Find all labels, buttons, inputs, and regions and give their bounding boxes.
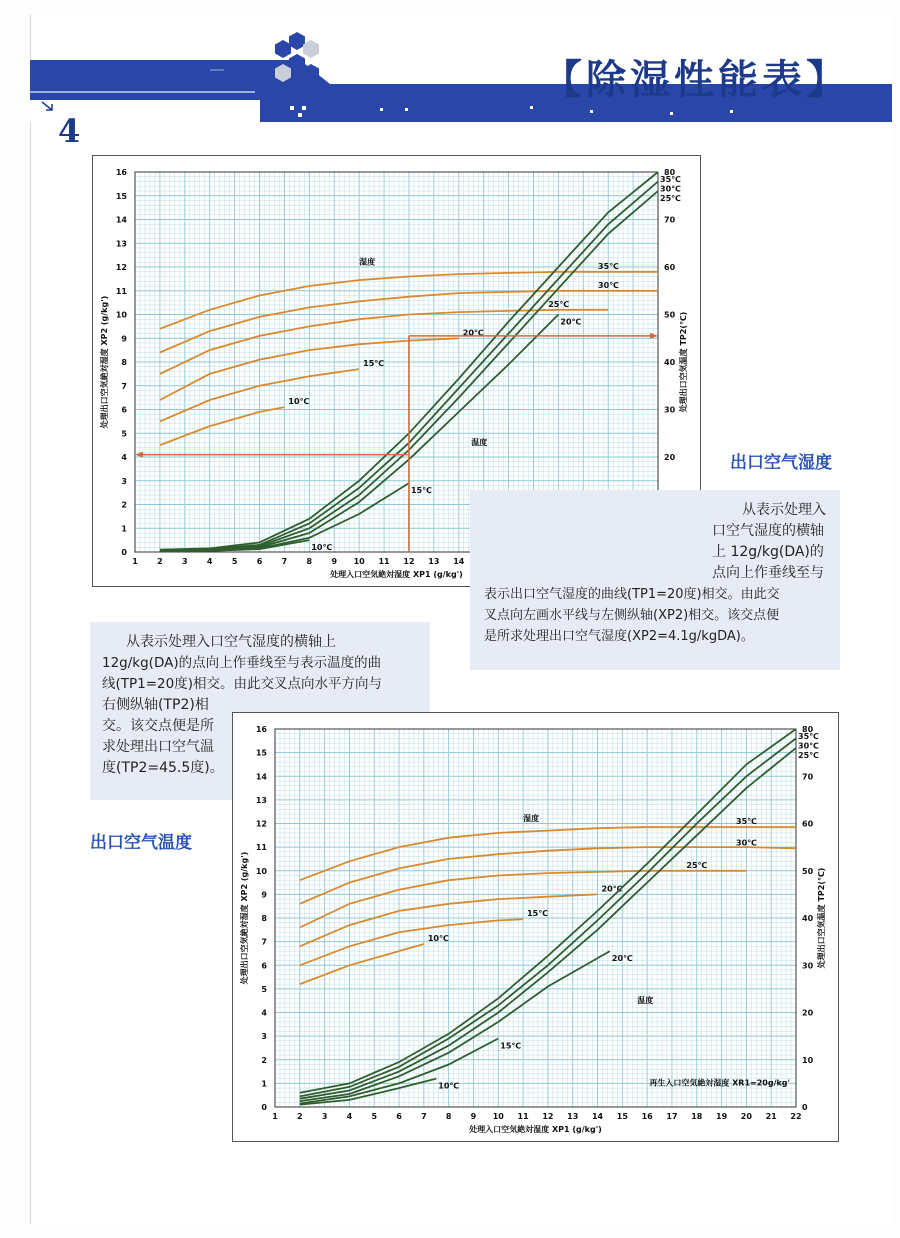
- y2-tick-label: 50: [802, 866, 814, 876]
- x-tick-label: 12: [542, 1112, 554, 1121]
- note-humidity-line: 是所求处理出口空气湿度(XP2=4.1g/kgDA)。: [484, 629, 754, 644]
- y-tick-label: 14: [255, 772, 267, 782]
- x-tick-label: 18: [691, 1112, 703, 1121]
- y2-tick-label: 30: [664, 405, 676, 415]
- note-humidity: [470, 490, 840, 670]
- x-tick-label: 5: [231, 557, 238, 566]
- y2-tick-label: 60: [802, 819, 814, 829]
- chart-temperature: [232, 712, 839, 1142]
- humidity-curve-label: 35℃: [736, 817, 757, 827]
- humidity-curve-label: 35℃: [598, 261, 619, 271]
- y-tick-label: 3: [121, 476, 127, 486]
- note-temperature-line: 线(TP1=20度)相交。由此交叉点向水平方向与: [102, 676, 382, 692]
- arrow-icon: [40, 100, 60, 114]
- note-humidity-line: 口空气湿度的横轴: [712, 523, 824, 539]
- y-tick-label: 11: [255, 843, 267, 853]
- x-tick-label: 3: [182, 557, 188, 566]
- x-tick-label: 15: [616, 1112, 628, 1121]
- y2-axis-label: 处理出口空気温度 TP2(℃): [817, 867, 826, 969]
- y-tick-label: 5: [121, 429, 127, 439]
- humidity-curve-label: 20℃: [462, 328, 484, 338]
- y-tick-label: 4: [121, 453, 127, 462]
- x-tick-label: 3: [321, 1112, 328, 1121]
- y-tick-label: 0: [121, 548, 127, 557]
- y-tick-label: 10: [115, 310, 127, 320]
- humidity-curve-label: 15℃: [527, 909, 548, 919]
- x-axis-label: 处理入口空気絶対湿度 XP1 (g/kg'): [330, 570, 463, 579]
- x-tick-label: 22: [790, 1112, 802, 1121]
- y-tick-label: 15: [255, 748, 267, 758]
- temperature-word-label: 温度: [637, 996, 654, 1006]
- y-tick-label: 9: [121, 334, 127, 344]
- y-tick-label: 9: [261, 890, 267, 900]
- note-humidity-line: 上 12g/kg(DA)的: [712, 544, 824, 560]
- temperature-curve-label: 10℃: [311, 543, 333, 553]
- y-tick-label: 1: [121, 524, 127, 534]
- x-tick-label: 19: [716, 1112, 728, 1121]
- y-tick-label: 16: [255, 725, 267, 734]
- x-tick-label: 11: [517, 1112, 529, 1121]
- y-tick-label: 7: [121, 381, 127, 391]
- x-tick-label: 21: [765, 1112, 777, 1121]
- temperature-curve-label: 35℃: [798, 732, 819, 741]
- note-temperature-line: 12g/kg(DA)的点向上作垂线至与表示温度的曲: [102, 655, 382, 671]
- humidity-curve-label: 10℃: [427, 933, 449, 943]
- temperature-word-label: 温度: [471, 438, 488, 448]
- y-tick-label: 16: [115, 168, 127, 177]
- y-axis-label: 处理出口空気絶対湿度 XP2 (g/kg'): [240, 851, 249, 985]
- y-tick-label: 0: [261, 1103, 267, 1112]
- x-tick-label: 4: [206, 557, 213, 566]
- x-tick-label: 12: [403, 557, 415, 566]
- x-tick-label: 5: [371, 1112, 378, 1121]
- y-tick-label: 3: [261, 1032, 267, 1042]
- y-tick-label: 2: [121, 500, 127, 510]
- y-tick-label: 2: [261, 1055, 267, 1065]
- y-tick-label: 13: [115, 239, 127, 249]
- y-tick-label: 11: [115, 286, 127, 296]
- page-title: 【除湿性能表】: [542, 57, 850, 103]
- y-tick-label: 10: [255, 866, 267, 876]
- x-tick-label: 14: [591, 1112, 604, 1121]
- y-tick-label: 8: [121, 358, 127, 367]
- y-tick-label: 12: [255, 819, 267, 829]
- temperature-curve-label: 15℃: [500, 1041, 522, 1051]
- hexagon-logo-icon: [266, 30, 328, 92]
- temperature-curve-label: 35℃: [660, 175, 681, 184]
- y-tick-label: 6: [121, 405, 127, 415]
- y-tick-label: 14: [115, 215, 127, 225]
- note-humidity-line: 表示出口空气湿度的曲线(TP1=20度)相交。由此交: [484, 587, 780, 602]
- temperature-curve-label: 25℃: [660, 194, 681, 203]
- humidity-curve-line: [300, 944, 424, 984]
- y-axis-label: 处理出口空気絶対湿度 XP2 (g/kg'): [100, 295, 109, 429]
- note-temperature-line: 交。该交点便是所: [102, 718, 214, 734]
- x-tick-label: 16: [641, 1112, 653, 1121]
- y-tick-label: 7: [261, 937, 267, 947]
- x-tick-label: 9: [331, 557, 338, 566]
- x-tick-label: 1: [272, 1112, 278, 1121]
- y2-tick-label: 80: [802, 725, 814, 734]
- y-tick-label: 4: [261, 1008, 267, 1018]
- y2-tick-label: 70: [664, 215, 676, 225]
- y-tick-label: 1: [261, 1079, 267, 1089]
- note-humidity-line: 从表示处理入: [742, 502, 826, 518]
- humidity-curve-label: 30℃: [598, 280, 619, 290]
- y-tick-label: 8: [261, 914, 267, 923]
- x-tick-label: 10: [353, 557, 365, 566]
- temperature-curve-label: 30℃: [798, 741, 819, 751]
- temperature-curve-label: 20℃: [611, 954, 633, 964]
- y2-axis-label: 处理出口空気温度 TP2(℃): [679, 311, 688, 413]
- x-tick-label: 11: [378, 557, 390, 566]
- x-tick-label: 7: [421, 1112, 427, 1121]
- note-temperature-line: 求处理出口空气温: [102, 739, 214, 755]
- y-tick-label: 6: [261, 961, 267, 971]
- humidity-curve-label: 10℃: [288, 397, 310, 407]
- humidity-curve-label: 30℃: [736, 838, 757, 848]
- x-tick-label: 2: [157, 557, 163, 566]
- temperature-curve-label: 15℃: [410, 486, 432, 496]
- humidity-curve-label: 25℃: [686, 860, 708, 870]
- y2-tick-label: 40: [664, 358, 676, 367]
- x-axis-label: 处理入口空気絶対湿度 XP1 (g/kg'): [469, 1125, 602, 1134]
- temperature-heading: 出口空气温度: [90, 833, 192, 853]
- humidity-curve-label: 25℃: [548, 299, 570, 309]
- x-tick-label: 1: [132, 557, 138, 566]
- x-tick-label: 17: [666, 1112, 678, 1121]
- note-temperature-line: 度(TP2=45.5度)。: [102, 760, 224, 776]
- x-tick-label: 8: [306, 557, 313, 566]
- y2-tick-label: 60: [664, 263, 676, 272]
- y-tick-label: 5: [261, 984, 267, 994]
- note-humidity-line: 叉点向左画水平线与左侧纵轴(XP2)相交。该交点便: [484, 608, 780, 623]
- note-temperature-line: 从表示处理入口空气湿度的横轴上: [126, 634, 336, 650]
- temperature-curve-label: 10℃: [438, 1081, 460, 1091]
- humidity-heading: 出口空气湿度: [730, 453, 832, 473]
- y2-tick-label: 40: [802, 914, 814, 923]
- regen-label: 再生入口空気絶対湿度 XR1=20g/kg': [649, 1078, 790, 1088]
- y-tick-label: 13: [255, 795, 267, 805]
- x-tick-label: 14: [453, 557, 465, 566]
- x-tick-label: 13: [428, 557, 440, 566]
- x-tick-label: 20: [740, 1112, 752, 1121]
- x-tick-label: 6: [396, 1112, 402, 1121]
- y2-tick-label: 80: [664, 168, 676, 177]
- humidity-curve-line: [300, 919, 523, 965]
- x-tick-label: 7: [281, 557, 288, 566]
- note-humidity-line: 点向上作垂线至与: [712, 565, 824, 581]
- humidity-curve-label: 20℃: [601, 884, 623, 894]
- x-tick-label: 13: [567, 1112, 579, 1121]
- x-tick-label: 9: [470, 1112, 477, 1121]
- y2-tick-label: 20: [802, 1008, 814, 1018]
- y2-tick-label: 10: [802, 1055, 814, 1065]
- note-temperature-line: 右侧纵轴(TP2)相: [102, 697, 209, 713]
- page-number: 4: [58, 112, 81, 150]
- x-tick-label: 6: [256, 557, 263, 566]
- humidity-word-label: 湿度: [359, 257, 376, 267]
- temperature-curve-label: 30℃: [660, 184, 681, 194]
- x-tick-label: 4: [346, 1112, 353, 1121]
- y-tick-label: 15: [115, 191, 127, 201]
- y2-tick-label: 30: [802, 961, 814, 971]
- y2-tick-label: 70: [802, 772, 814, 782]
- humidity-word-label: 湿度: [523, 814, 540, 824]
- x-tick-label: 10: [492, 1112, 504, 1121]
- x-tick-label: 8: [445, 1112, 452, 1121]
- temperature-curve-label: 20℃: [560, 317, 582, 327]
- y-tick-label: 12: [115, 263, 127, 272]
- y2-tick-label: 20: [664, 453, 676, 462]
- temperature-curve-label: 25℃: [798, 750, 819, 760]
- y2-tick-label: 50: [664, 310, 676, 320]
- x-tick-label: 2: [297, 1112, 303, 1121]
- y2-tick-label: 0: [802, 1103, 808, 1112]
- humidity-curve-label: 15℃: [363, 359, 384, 369]
